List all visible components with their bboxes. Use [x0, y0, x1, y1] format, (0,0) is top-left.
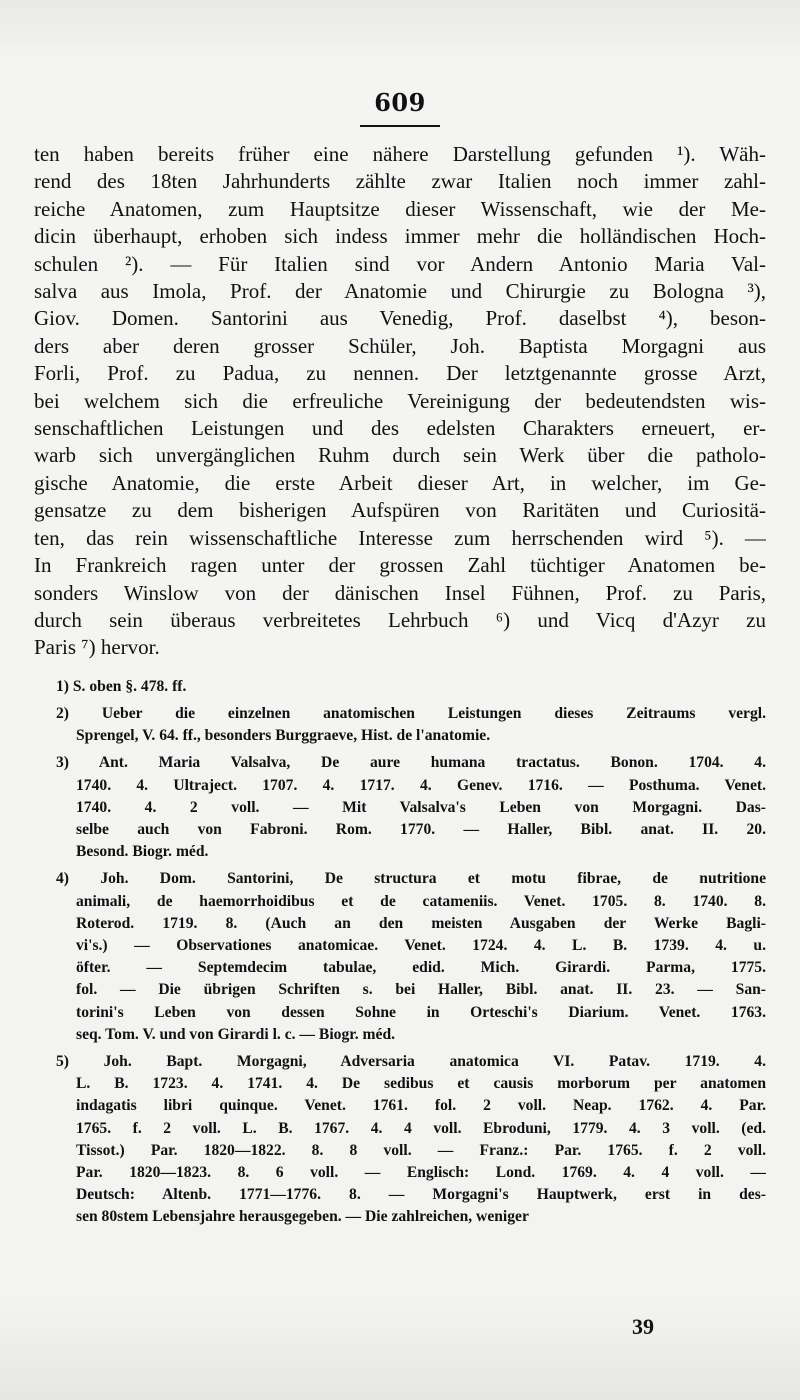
- footnote-2: [34, 703, 766, 747]
- body-line: ders aber deren grosser Schüler, Joh. Baptista Morgagni aus: [34, 333, 766, 358]
- footnote-line: selbe auch von Fabroni. Rom. 1770. — Haller, Bibl. anat. II. 20.: [76, 820, 766, 838]
- body-line: ten haben bereits früher eine nähere Darstellung gefunden ¹). Wäh-: [34, 142, 766, 166]
- footnote-line: vi's.) — Observationes anatomicae. Venet. 1724. 4. L. B. 1739. 4. u.: [76, 936, 766, 954]
- body-line: In Frankreich ragen unter der grossen Zahl tüchtiger Anatomen be-: [34, 553, 766, 578]
- footnote-line: 3) Ant. Maria Valsalva, De aure humana tractatus. Bonon. 1704. 4.: [56, 754, 766, 772]
- body-line: gensatze zu dem bisherigen Aufspüren von Raritäten und Curiositä-: [34, 498, 766, 523]
- footnote-line: 2) Ueber die einzelnen anatomischen Leistungen dieses Zeitraums vergl.: [56, 704, 766, 722]
- footnote-line: 1765. f. 2 voll. L. B. 1767. 4. 4 voll. Ebroduni, 1779. 4. 3 voll. (ed.: [76, 1119, 766, 1137]
- footnote-5: [34, 1051, 766, 1229]
- footnote-line: Besond. Biogr. méd.: [76, 843, 209, 861]
- body-line: Paris ⁷) hervor.: [34, 635, 160, 660]
- body-line: reiche Anatomen, zum Hauptsitze dieser Wissenschaft, wie der Me-: [34, 196, 766, 221]
- footnote-line: fol. — Die übrigen Schriften s. bei Haller, Bibl. anat. II. 23. — San-: [76, 981, 766, 999]
- footnote-line: 1) S. oben §. 478. ff.: [56, 677, 187, 695]
- body-line: schulen ²). — Für Italien sind vor Andern Antonio Maria Val-: [34, 251, 766, 276]
- footnotes: [34, 676, 766, 1229]
- footnote-line: seq. Tom. V. und von Girardi l. c. — Biogr. méd.: [76, 1025, 396, 1043]
- main-text: [34, 141, 766, 662]
- footnote-line: Roterod. 1719. 8. (Auch an den meisten Ausgaben der Werke Bagli-: [76, 914, 766, 932]
- body-line: durch sein überaus verbreitetes Lehrbuch ⁶) und Vicq d'Azyr zu: [34, 607, 766, 632]
- footnote-line: 1740. 4. 2 voll. — Mit Valsalva's Leben von Morgagni. Das-: [76, 798, 766, 816]
- footnote-line: indagatis libri quinque. Venet. 1761. fol. 2 voll. Neap. 1762. 4. Par.: [76, 1097, 766, 1115]
- body-line: sonders Winslow von der dänischen Insel Fühnen, Prof. zu Paris,: [34, 580, 766, 605]
- body-line: Giov. Domen. Santorini aus Venedig, Prof. daselbst ⁴), beson-: [34, 306, 766, 331]
- footnote-line: 1740. 4. Ultraject. 1707. 4. 1717. 4. Genev. 1716. — Posthuma. Venet.: [76, 776, 766, 794]
- footnote-line: torini's Leben von dessen Sohne in Orteschi's Diarium. Venet. 1763.: [76, 1003, 766, 1021]
- body-line: ten, das rein wissenschaftliche Interesse zum herrschenden wird ⁵). —: [34, 525, 766, 550]
- footnote-line: Deutsch: Altenb. 1771—1776. 8. — Morgagni's Hauptwerk, erst in des-: [76, 1186, 766, 1204]
- body-line: rend des 18ten Jahrhunderts zählte zwar Italien noch immer zahl-: [34, 169, 766, 194]
- page-number: 609: [374, 88, 426, 117]
- footnote-line: 5) Joh. Bapt. Morgagni, Adversaria anatomica VI. Patav. 1719. 4.: [56, 1052, 766, 1070]
- page-number-rule: [360, 125, 440, 127]
- footnote-line: animali, de haemorrhoidibus et de catameniis. Venet. 1705. 8. 1740. 8.: [76, 892, 766, 910]
- footnote-3: [34, 752, 766, 863]
- footnote-line: Tissot.) Par. 1820—1822. 8. 8 voll. — Franz.: Par. 1765. f. 2 voll.: [76, 1141, 766, 1159]
- footnote-1: [34, 676, 766, 698]
- footnote-4: [34, 868, 766, 1046]
- footnote-line: L. B. 1723. 4. 1741. 4. De sedibus et causis morborum per anatomen: [76, 1075, 766, 1093]
- footnote-line: öfter. — Septemdecim tabulae, edid. Mich. Girardi. Parma, 1775.: [76, 959, 766, 977]
- body-line: gische Anatomie, die erste Arbeit dieser Art, in welcher, im Ge-: [34, 470, 766, 495]
- footnote-line: Sprengel, V. 64. ff., besonders Burggraeve, Hist. de l'anatomie.: [76, 727, 491, 745]
- footnote-line: sen 80stem Lebensjahre herausgegeben. — Die zahlreichen, weniger: [76, 1208, 529, 1226]
- body-line: dicin überhaupt, erhoben sich indess immer mehr die holländischen Hoch-: [34, 224, 766, 249]
- signature-mark: 39: [632, 1314, 654, 1339]
- body-line: Forli, Prof. zu Padua, zu nennen. Der letztgenannte grosse Arzt,: [34, 361, 766, 386]
- body-line: bei welchem sich die erfreuliche Vereinigung der bedeutendsten wis-: [34, 388, 766, 413]
- body-line: warb sich unvergänglichen Ruhm durch sein Werk über die patholo-: [34, 443, 766, 468]
- body-line: salva aus Imola, Prof. der Anatomie und Chirurgie zu Bologna ³),: [34, 279, 766, 304]
- footnote-line: Par. 1820—1823. 8. 6 voll. — Englisch: Lond. 1769. 4. 4 voll. —: [76, 1163, 766, 1181]
- footnote-line: 4) Joh. Dom. Santorini, De structura et motu fibrae, de nutritione: [56, 870, 766, 888]
- body-line: senschaftlichen Leistungen und des edelsten Charakters erneuert, er-: [34, 416, 766, 441]
